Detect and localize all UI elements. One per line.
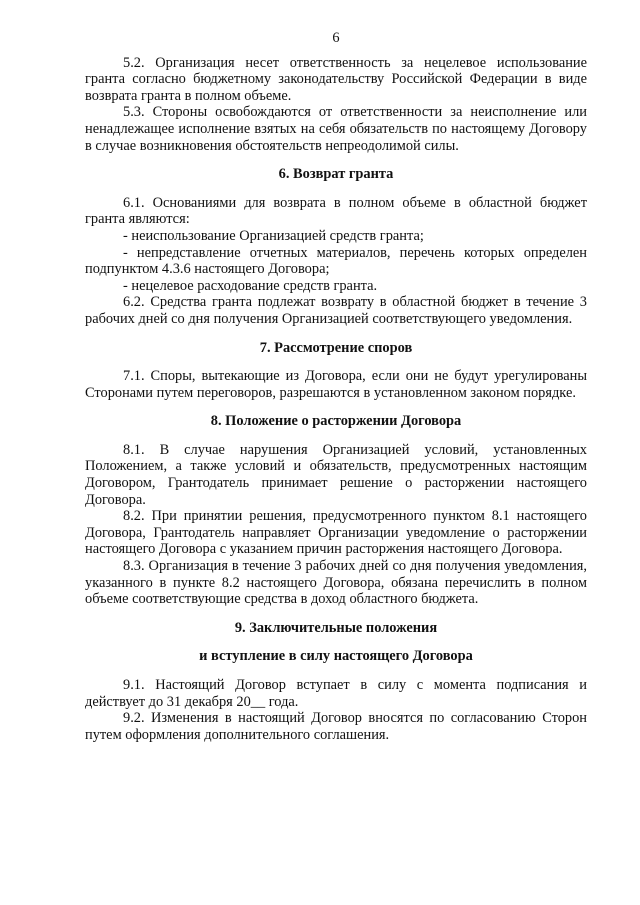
clause-6-1-item-2: - непредставление отчетных материалов, перечень которых определен подпунктом 4.3.6 настоящего Договора; [85,244,587,278]
section-9-heading-line-1: 9. Заключительные положения [234,619,438,636]
clause-5-2: 5.2. Организация несет ответственность за нецелевое использование гранта согласно бюджетному законодательству Российской Федерации в виде возврата гранта в полном объеме. [85,54,587,104]
clause-7-1: 7.1. Споры, вытекающие из Договора, если они не будут урегулированы Сторонами путем переговоров, разрешаются в установленном законом порядке. [85,368,587,401]
section-7-heading: 7. Рассмотрение споров [259,339,413,356]
clause-5-3: 5.3. Стороны освобождаются от ответственности за неисполнение или ненадлежащее исполнение взятых на себя обязательств по настоящему Договору в случае возникновения обстоятельств непреодолимой силы. [85,104,587,154]
section-9-heading [85,620,587,665]
section-6-heading: 6. Возврат гранта [278,166,394,183]
clause-9-1: 9.1. Настоящий Договор вступает в силу с момента подписания и действует до 31 декабря 20__ года. [85,677,587,710]
clause-8-2: 8.2. При принятии решения, предусмотренного пунктом 8.1 настоящего Договора, Грантодатель направляет Организации уведомление о расторжении настоящего Договора с указанием причин расторжения настоящего Договора. [85,508,587,558]
section-8-heading: 8. Положение о расторжении Договора [210,413,462,430]
clause-8-1: 8.1. В случае нарушения Организацией условий, установленных Положением, а также условий и обязательств, предусмотренных настоящим Договором, Грантодатель принимает решение о расторжении настоящего Договора. [85,441,587,508]
document-page [85,30,587,743]
clause-6-2: 6.2. Средства гранта подлежат возврату в областной бюджет в течение 3 рабочих дней со дня получения Организацией соответствующего уведомления. [85,294,587,327]
clause-6-1-item-1: - неиспользование Организацией средств гранта; [123,227,424,244]
section-9-heading-line-2: и вступление в силу настоящего Договора [199,648,473,665]
page-number: 6 [332,30,340,46]
clause-9-2: 9.2. Изменения в настоящий Договор вносятся по согласованию Сторон путем оформления дополнительного соглашения. [85,710,587,743]
clause-6-1: 6.1. Основаниями для возврата в полном объеме в областной бюджет гранта являются: [85,194,587,228]
clause-8-3: 8.3. Организация в течение 3 рабочих дней со дня получения уведомления, указанного в пункте 8.2 настоящего Договора, обязана перечислить в полном объеме соответствующие средства в доход областного бюджета. [85,558,587,608]
clause-6-1-item-3: - нецелевое расходование средств гранта. [123,277,378,294]
